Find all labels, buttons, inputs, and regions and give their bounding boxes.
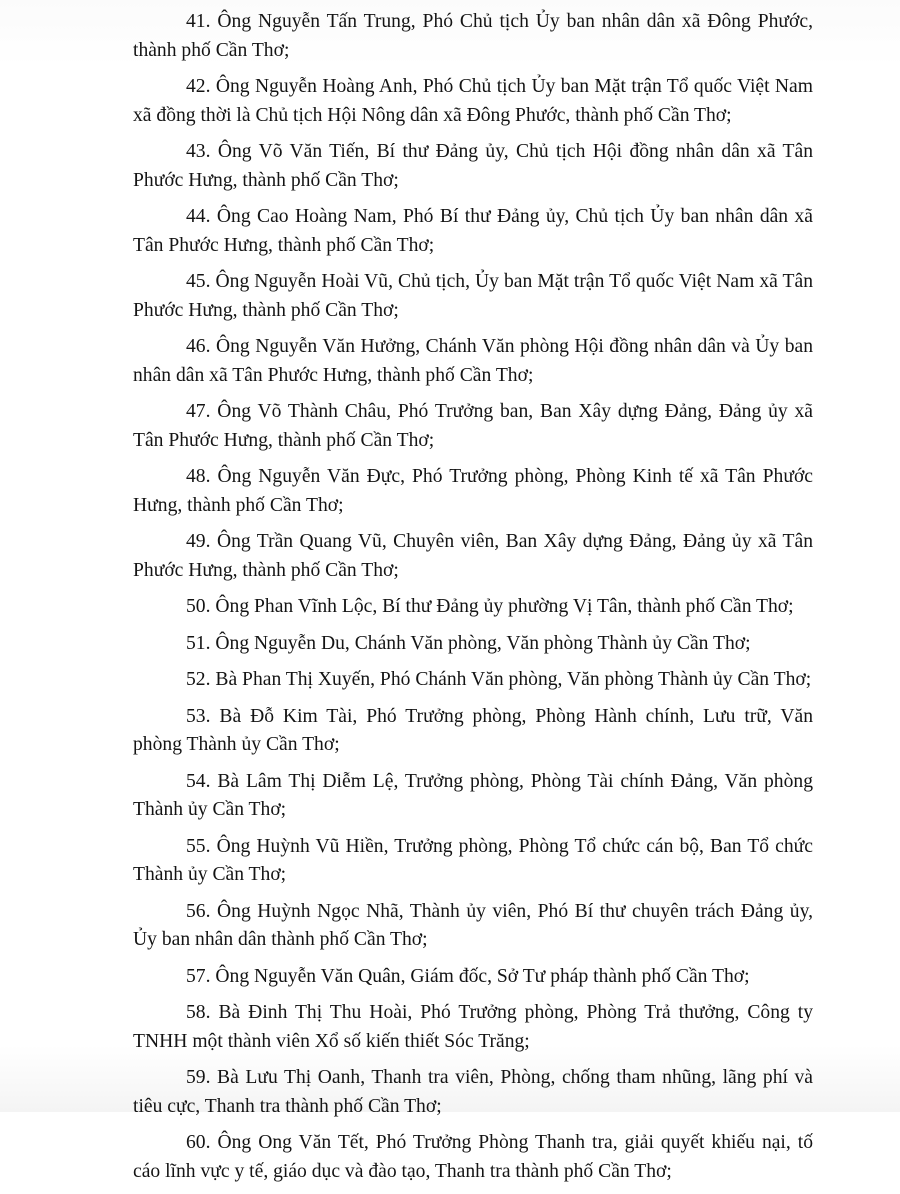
list-item: 47. Ông Võ Thành Châu, Phó Trưởng ban, Ban Xây dựng Đảng, Đảng ủy xã Tân Phước Hưng, thành phố Cần Thơ; [133, 401, 813, 451]
list-item: 56. Ông Huỳnh Ngọc Nhã, Thành ủy viên, Phó Bí thư chuyên trách Đảng ủy, Ủy ban nhân dân thành phố Cần Thơ; [133, 900, 813, 950]
list-item: 52. Bà Phan Thị Xuyến, Phó Chánh Văn phòng, Văn phòng Thành ủy Cần Thơ; [186, 669, 812, 690]
list-item: 42. Ông Nguyễn Hoàng Anh, Phó Chủ tịch Ủy ban Mặt trận Tổ quốc Việt Nam xã đồng thời là Chủ tịch Hội Nông dân xã Đông Phước, thành phố Cần Thơ; [133, 76, 813, 126]
list-item: 44. Ông Cao Hoàng Nam, Phó Bí thư Đảng ủy, Chủ tịch Ủy ban nhân dân xã Tân Phước Hưng, thành phố Cần Thơ; [133, 206, 813, 256]
list-item: 54. Bà Lâm Thị Diễm Lệ, Trưởng phòng, Phòng Tài chính Đảng, Văn phòng Thành ủy Cần Thơ; [133, 770, 813, 820]
list-item: 58. Bà Đinh Thị Thu Hoài, Phó Trưởng phòng, Phòng Trả thưởng, Công ty TNHH một thành viên Xổ số kiến thiết Sóc Trăng; [133, 1002, 813, 1052]
list-item: 53. Bà Đỗ Kim Tài, Phó Trưởng phòng, Phòng Hành chính, Lưu trữ, Văn phòng Thành ủy Cần Thơ; [133, 705, 813, 755]
list-item: 45. Ông Nguyễn Hoài Vũ, Chủ tịch, Ủy ban Mặt trận Tổ quốc Việt Nam xã Tân Phước Hưng, thành phố Cần Thơ; [133, 271, 813, 321]
list-item: 55. Ông Huỳnh Vũ Hiền, Trưởng phòng, Phòng Tổ chức cán bộ, Ban Tổ chức Thành ủy Cần Thơ; [133, 835, 813, 885]
list-item: 60. Ông Ong Văn Tết, Phó Trưởng Phòng Thanh tra, giải quyết khiếu nại, tố cáo lĩnh vực y tế, giáo dục và đào tạo, Thanh tra thành phố Cần Thơ; [133, 1132, 813, 1182]
list-item: 46. Ông Nguyễn Văn Hưởng, Chánh Văn phòng Hội đồng nhân dân và Ủy ban nhân dân xã Tân Phước Hưng, thành phố Cần Thơ; [133, 336, 813, 386]
list-item: 43. Ông Võ Văn Tiến, Bí thư Đảng ủy, Chủ tịch Hội đồng nhân dân xã Tân Phước Hưng, thành phố Cần Thơ; [133, 141, 813, 191]
list-item: 57. Ông Nguyễn Văn Quân, Giám đốc, Sở Tư pháp thành phố Cần Thơ; [186, 965, 750, 987]
recipient-list [133, 8, 813, 1194]
list-item: 49. Ông Trần Quang Vũ, Chuyên viên, Ban Xây dựng Đảng, Đảng ủy xã Tân Phước Hưng, thành phố Cần Thơ; [133, 531, 813, 581]
list-item: 59. Bà Lưu Thị Oanh, Thanh tra viên, Phòng, chống tham nhũng, lãng phí và tiêu cực, Thanh tra thành phố Cần Thơ; [133, 1067, 813, 1117]
list-item: 41. Ông Nguyễn Tấn Trung, Phó Chủ tịch Ủy ban nhân dân xã Đông Phước, thành phố Cần Thơ; [133, 11, 813, 61]
list-item: 51. Ông Nguyễn Du, Chánh Văn phòng, Văn phòng Thành ủy Cần Thơ; [186, 632, 751, 654]
list-item: 48. Ông Nguyễn Văn Đực, Phó Trưởng phòng, Phòng Kinh tế xã Tân Phước Hưng, thành phố Cần Thơ; [133, 466, 813, 516]
list-item: 50. Ông Phan Vĩnh Lộc, Bí thư Đảng ủy phường Vị Tân, thành phố Cần Thơ; [186, 596, 794, 617]
